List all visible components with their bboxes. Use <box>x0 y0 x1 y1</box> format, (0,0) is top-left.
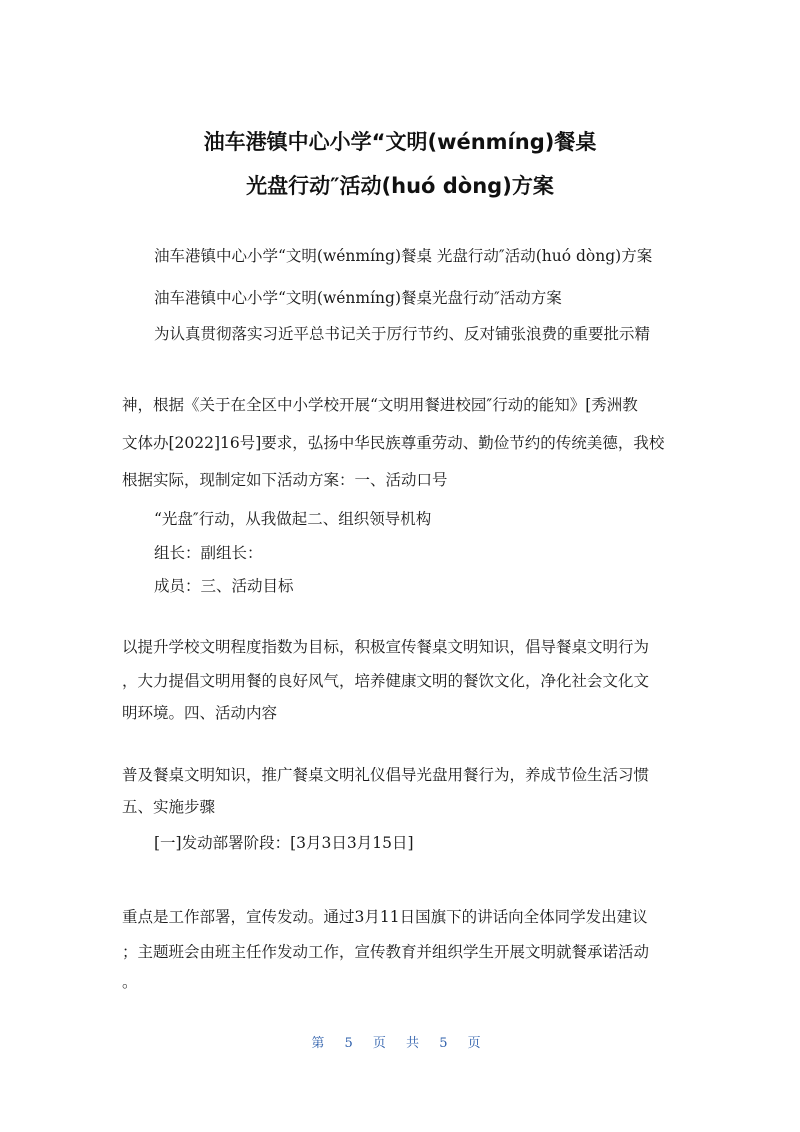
paragraph-line: 根据实际，现制定如下活动方案：一、活动口号 <box>122 471 448 489</box>
document-title-line-1: 油车港镇中心小学“文明(wénmíng)餐桌 <box>203 130 597 154</box>
paragraph-line: 普及餐桌文明知识，推广餐桌文明礼仪倡导光盘用餐行为，养成节俭生活习惯 <box>122 766 650 784</box>
paragraph-line: 文体办[2022]16号]要求，弘扬中华民族尊重劳动、勤俭节约的传统美德，我校 <box>122 434 665 452</box>
paragraph-line: [一]发动部署阶段：[3月3日3月15日] <box>154 834 414 852</box>
paragraph-line: 以提升学校文明程度指数为目标，积极宣传餐桌文明知识，倡导餐桌文明行为 <box>122 638 650 656</box>
document-title-line-2: 光盘行动″活动(huó dòng)方案 <box>246 174 554 198</box>
paragraph-line: 成员：三、活动目标 <box>154 577 294 595</box>
paragraph-line: 为认真贯彻落实习近平总书记关于厉行节约、反对铺张浪费的重要批示精 <box>154 325 651 343</box>
paragraph-line: “光盘″行动，从我做起二、组织领导机构 <box>154 510 432 528</box>
paragraph-line: 。 <box>122 973 138 991</box>
paragraph-line: 五、实施步骤 <box>122 798 216 816</box>
paragraph-line: ，大力提倡文明用餐的良好风气，培养健康文明的餐饮文化，净化社会文化文 <box>122 672 650 690</box>
paragraph-line: 重点是工作部署，宣传发动。通过3月11日国旗下的讲话向全体同学发出建议 <box>122 908 648 926</box>
paragraph-line: 组长：副组长： <box>154 544 263 562</box>
paragraph-line: 油车港镇中心小学“文明(wénmíng)餐桌 光盘行动″活动(huó dòng)方案 <box>154 247 653 265</box>
paragraph-line: 油车港镇中心小学“文明(wénmíng)餐桌光盘行动″活动方案 <box>154 289 562 307</box>
paragraph-line: 明环境。四、活动内容 <box>122 704 278 722</box>
page-number-footer: 第 5 页 共 5 页 <box>311 1036 489 1051</box>
paragraph-line: 神，根据《关于在全区中小学校开展“文明用餐进校园″行动的能知》[秀洲教 <box>122 396 638 414</box>
paragraph-line: ；主题班会由班主任作发动工作，宣传教育并组织学生开展文明就餐承诺活动 <box>122 943 650 961</box>
